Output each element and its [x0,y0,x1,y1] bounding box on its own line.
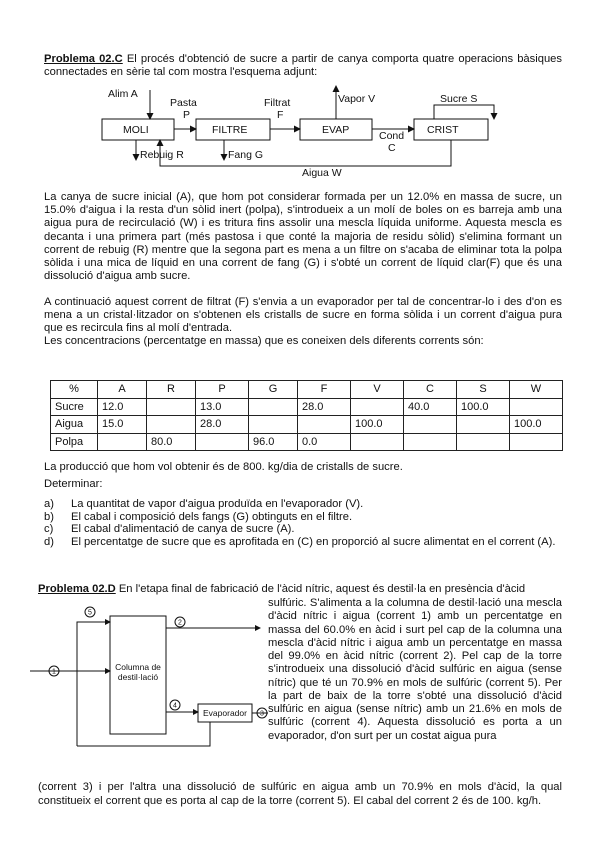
question-letter: b) [44,510,54,523]
moli-label: MOLI [123,124,149,136]
table-cell: 40.0 [404,398,457,416]
table-row [51,416,563,434]
problem-d-title: Problema 02.D [38,583,116,595]
table-header-cell: R [147,381,196,399]
problem-c-intro-text: El procés d'obtenció de sucre a partir de canya comporta quatre operacions bàsiques connectades en sèrie tal com mostra l'esquema adjunt: [44,53,562,79]
table-cell [249,398,298,416]
determine-heading: Determinar: [44,478,103,490]
stream-5-arrow [77,622,110,746]
table-cell: Polpa [51,433,98,451]
table-row [51,398,563,416]
filtrat-label: Filtrat [264,97,291,109]
filtrat-letter: F [277,109,284,121]
pasta-label: Pasta [170,97,197,109]
table-cell: 0.0 [298,433,351,451]
question-text: El percentatge de sucre que es aprofitada en (C) en proporció al sucre alimentat en el corrent (A). [71,535,556,548]
table-cell [196,433,249,451]
alim-label: Alim A [108,88,138,100]
table-cell: Aigua [51,416,98,434]
table-header-cell: C [404,381,457,399]
table-header-cell: W [510,381,563,399]
question-text: La quantitat de vapor d'aigua produïda en l'evaporador (V). [71,498,364,510]
question-letter: c) [44,523,54,536]
table-cell [404,433,457,451]
table-header-cell: % [51,381,98,399]
table-cell [457,433,510,451]
problem-c-paragraph-1: La canya de sucre inicial (A), que hom pot considerar formada per un 12.0% en massa de sucre, un 15.0% d'aigua i la resta d'un sòlid inert (polpa), s'introdueix a un molí de boles on es barreja amb una aigua pura de recirculació (W) i es tritura fins assolir una mescla líquida uniforme. Aquesta mescla es decanta i una primera part (més pastosa i que conté la majoria de residu sòlid) s'elimina formant un corrent de rebuig (R) mentre que la segona part es mena a un filtre on s'acaba de eliminar tota la polpa sòlida i una mica de líquid en una corrent de fang (G) i s'obté un corrent de líquid clar(F) que és una dissolució d'aigua amb sucre. [44,191,562,283]
column-label-2: destil·lació [117,672,159,682]
table-cell [404,416,457,434]
table-header-cell: F [298,381,351,399]
table-cell: 15.0 [98,416,147,434]
problem-c-title: Problema 02.C [44,53,123,65]
problem-d-closing: (corrent 3) i per l'altra una dissolució de sulfúric en aigua amb un 70.9% en mols d'àcid, la qual constitueix el corrent que es porta al cap de la torre (corrent 5). El cabal del corrent 2 és de 100. kg/h. [38,781,562,807]
stream-3-number: 3 [260,710,264,718]
table-header-cell: A [98,381,147,399]
pasta-letter: P [183,109,191,121]
table-cell [351,433,404,451]
table-cell [457,416,510,434]
table-cell [510,398,563,416]
table-cell [249,416,298,434]
list-item [44,523,564,536]
problem-c-intro [44,53,562,79]
question-letter: d) [44,535,54,548]
table-row [51,433,563,451]
crist-label: CRIST [427,124,459,136]
table-cell: 100.0 [510,416,563,434]
production-target: La producció que hom vol obtenir és de 800. kg/dia de cristalls de sucre. [44,461,403,473]
concentration-table [50,380,563,451]
table-header-cell: G [249,381,298,399]
question-letter: a) [44,498,54,510]
table-cell: 100.0 [351,416,404,434]
stream-2-number: 2 [178,619,182,627]
table-cell: 13.0 [196,398,249,416]
list-item [44,536,564,549]
table-cell: Sucre [51,398,98,416]
list-item [44,511,564,524]
stream-1-number: 1 [52,668,56,676]
aigua-label: Aigua W [302,167,342,179]
problem-d-side-text: sulfúric. S'alimenta a la columna de destil·lació una mescla d'àcid nítric i aigua (corrent 1) amb un percentatge en massa del 60.0% en àcid i surt pel cap de la columna una mescla d'àcid nítric i aigua amb un percentatge en massa del 99.0% en àcid nítric (corrent 2). Pel cap de la torre s'introdueix una dissolució d'àcid sulfúric en aigua (sense nítric) que té un 70.9% en mols de sulfúric (corrent 5). Per la part de baix de la torre s'obté una dissolució d'àcid sulfúric en aigua (sense nítric) amb un 21.6% en mols de sulfúric (corrent 4). Aquesta dissolució es porta a un evaporador, d'on surt per un costat aigua pura [268,597,562,742]
problem-c-paragraph-2: A continuació aquest corrent de filtrat (F) s'envia a un evaporador per tal de concentrar-lo i des d'on es mena a un cristal·litzador on s'obtenen els cristalls de sucre en forma sòlida i un corrent d'aigua pura que es recircula fins al molí d'entrada. [44,296,562,335]
table-cell [351,398,404,416]
aigua-recycle-arrow [160,140,451,166]
sugar-process-diagram [0,78,600,188]
question-text: El cabal i composició dels fangs (G) obtinguts en el filtre. [71,510,353,523]
question-text: El cabal d'alimentació de canya de sucre (A). [71,523,295,536]
table-cell [147,416,196,434]
cond-label: Cond [379,130,405,142]
table-header-cell: S [457,381,510,399]
table-cell [147,398,196,416]
list-item [44,498,564,511]
table-cell: 80.0 [147,433,196,451]
cond-letter: C [388,142,396,154]
problem-d-intro [38,583,562,596]
sucre-label: Sucre S [440,93,478,105]
vapor-label: Vapor V [338,93,376,105]
stream-5-number: 5 [88,609,92,617]
evap-label: EVAP [322,124,350,136]
problem-d-intro-text: En l'etapa final de fabricació de l'àcid nítric, aquest és destil·la en presència d'àcid [115,583,526,595]
table-cell [98,433,147,451]
filtre-label: FILTRE [212,124,248,136]
fang-label: Fang G [228,149,264,161]
table-cell: 100.0 [457,398,510,416]
table-header-cell: V [351,381,404,399]
table-cell: 28.0 [196,416,249,434]
table-cell [510,433,563,451]
table-header-cell: P [196,381,249,399]
table-cell: 28.0 [298,398,351,416]
table-cell: 96.0 [249,433,298,451]
stream-4-number: 4 [173,702,177,710]
column-label: Columna de [115,662,161,672]
evaporator-label: Evaporador [203,708,247,718]
sucre-stream-arrow [434,105,494,119]
problem-c-paragraph-3: Les concentracions (percentatge en massa) que es coneixen dels diferents corrents són: [44,335,484,347]
table-cell [298,416,351,434]
rebuig-label: Rebuig R [140,149,184,161]
table-header-row [51,381,563,399]
nitric-distillation-diagram [30,598,280,758]
table-cell: 12.0 [98,398,147,416]
question-list [44,498,564,548]
